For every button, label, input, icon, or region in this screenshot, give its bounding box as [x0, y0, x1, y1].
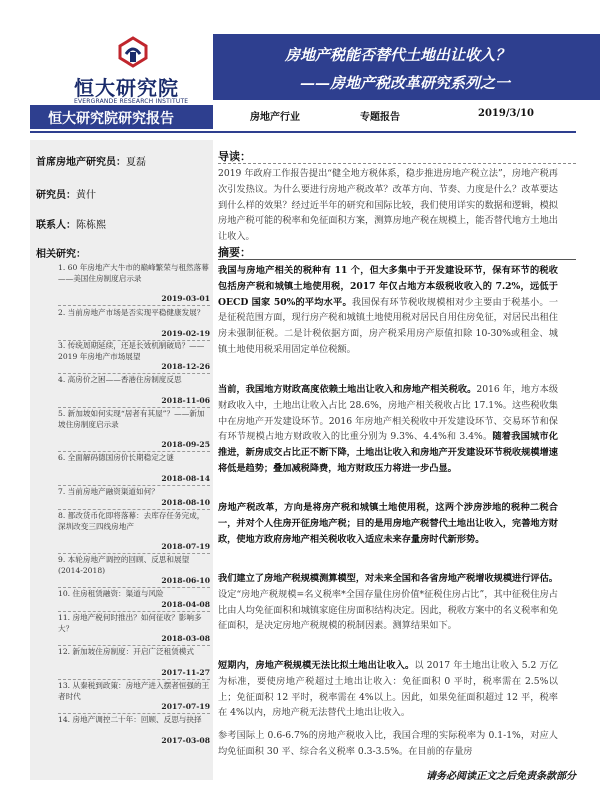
- guide-heading: 导读：: [218, 150, 251, 163]
- related-item[interactable]: 1. 60 年房地产大牛市的巅峰繁荣与租然落幕——美国住房制度启示录: [58, 263, 209, 283]
- brand-name-en: EVERGRANDE RESEARCH INSTITUTE: [74, 98, 189, 105]
- related-item[interactable]: 4. 高房价之困——香港住房制度反思: [58, 375, 182, 384]
- header-divider: [30, 131, 576, 133]
- summary-p2-body: 2016 年，地方本级财政收入中，土地出让收入占比 28.6%，房地产相关税收占比 17.1%。这些税收集中在房地产开发建设环节。2016 年房地产相关税收中开发建设环节、交易环节和保有环节规模占地方财政收入的比重分别为 9.3%、4.4%和 3.4%。: [218, 384, 559, 443]
- related-item-date: 2018-04-08: [161, 600, 210, 609]
- related-item-date: 2018-08-14: [161, 474, 210, 483]
- report-date: 2019/3/10: [478, 108, 535, 119]
- summary-section: [218, 244, 558, 260]
- summary-p4-key: 我们建立了房地产税规模测算模型，对未来全国和各省房地产税增收规模进行评估。: [218, 573, 558, 584]
- summary-paragraph-6: [218, 728, 558, 760]
- chief-researcher: [36, 153, 146, 168]
- related-item-date: 2018-07-19: [161, 542, 210, 551]
- chief-researcher-label: 首席房地产研究员：: [36, 157, 126, 168]
- related-item[interactable]: 12. 新加坡住房制度：开启广泛租赁模式: [58, 647, 194, 656]
- related-item[interactable]: 14. 房地产调控二十年：回顾、反思与抉择: [58, 715, 202, 724]
- summary-p4-body: 设定“房地产税规模=名义税率*全国存量住房价值*征税住房占比”，其中征税住房占比由人均免征面积和城镇家庭住房面积结构决定。因此，税收方案中的名义税率和免征面积，是决定房地产税规模的税制因素。测算结果如下。: [218, 588, 558, 632]
- researcher-name: 黄什: [76, 190, 96, 201]
- guide-text: 2019 年政府工作报告提出“健全地方税体系，稳步推进房地产税立法”，房地产税再次引发热议。为什么要进行房地产税改革？改革方向、节奏、力度是什么？改革要达到什么样的效果？经过近半年的研究和国际比较，我们使用详实的数据和逻辑，模拟房地产税可能的税率和免征面积方案，测算房地产税在规模上，能否替代地方土地出让收入。: [218, 168, 558, 243]
- title-band: [213, 34, 600, 100]
- related-item-date: 2018-06-10: [161, 576, 210, 585]
- evergrande-logo-icon: [116, 36, 150, 70]
- related-item[interactable]: 9. 本轮房地产调控的回顾、反思和展望(2014-2018): [58, 555, 190, 575]
- related-item-date: 2018-08-10: [161, 498, 210, 507]
- related-item[interactable]: 2. 当前房地产市场是否实现平稳健康发展？: [58, 308, 205, 317]
- summary-p1-key: 我国与房地产相关的税种有 11 个，但大多集中于开发建设环节，保有环节的税收包括房产税和城镇土地使用税，2017 年仅占地方本级税收收入的 7.2%，远低于 OECD 国家 50%的平均水平。: [218, 265, 558, 308]
- related-item-date: 2018-09-25: [161, 440, 210, 449]
- industry-label: 房地产行业: [250, 112, 300, 123]
- related-item-date: 2019-03-01: [161, 294, 210, 303]
- summary-paragraph-4: [218, 571, 558, 634]
- summary-paragraph-1: [218, 263, 558, 358]
- summary-paragraph-3: [218, 500, 558, 547]
- summary-paragraph-5: [218, 658, 558, 721]
- related-item[interactable]: 5. 新加坡如何实现“居者有其屋”？——新加坡住房制度启示录: [58, 409, 205, 429]
- guide-section: [218, 148, 558, 164]
- chief-researcher-name: 夏磊: [126, 157, 146, 168]
- related-item-date: 2017-11-27: [161, 668, 210, 677]
- researcher-label: 研究员：: [36, 190, 76, 201]
- related-item[interactable]: 13. 从秦税到政策：房地产进入摆者恒强的王者时代: [58, 681, 210, 701]
- related-item-date: 2018-12-26: [161, 362, 210, 371]
- related-divider: [58, 305, 210, 306]
- disclaimer-note: 请务必阅读正文之后免责条款部分: [426, 771, 576, 782]
- related-item-date: 2019-02-19: [161, 329, 210, 338]
- logo: [68, 36, 198, 110]
- summary-p1-body: 我国保有环节税收规模相对少主要由于税基小。一是征税范围方面，现行房产税和城镇土地使用税对居民自用住房免征，对居民出租住房未强制征税。二是计税依据方面，房产税采用房产原值扣除 10-30%或租金、城镇土地使用税采用固定单位税额。: [218, 296, 559, 355]
- related-item[interactable]: 3. 传统周期延续，还是长效机制破局？——2019 年房地产市场展望: [58, 341, 205, 361]
- related-item-date: 2018-03-08: [161, 634, 210, 643]
- related-item[interactable]: 11. 房地产税何时推出？如何征收？影响多大？: [58, 613, 202, 633]
- brand-name-cn: 恒大研究院: [74, 76, 179, 100]
- contact-person: [36, 216, 106, 231]
- report-subtitle: ——房地产税改革研究系列之一: [299, 74, 510, 92]
- summary-p6-body: 参考国际上 0.6-6.7%的房地产税收入比，我国合理的实际税率为 0.1-1%，对应人均免征面积 30 平、综合名义税率 0.3-3.5%。在目前的存量房: [218, 730, 558, 757]
- contact-name: 陈栋熙: [76, 220, 106, 231]
- summary-p2-key-2: 随着我国城市化推进，新房成交占比正不断下降，土地出让收入和房地产开发建设环节税收规模增速将低是趋势；叠加减税降费，地方财政压力将进一步凸显。: [218, 431, 558, 474]
- institute-report-banner: 恒大研究院研究报告: [30, 105, 213, 129]
- related-research-title: 相关研究：: [36, 249, 86, 260]
- related-item-date: 2017-03-08: [161, 736, 210, 745]
- report-title: 房地产税能否替代土地出让收入？: [284, 46, 510, 64]
- related-item[interactable]: 7. 当前房地产融资渠道如何？: [58, 487, 159, 496]
- related-item[interactable]: 6. 全面解码德国房价长期稳定之谜: [58, 453, 174, 462]
- summary-divider: [218, 259, 576, 260]
- summary-p3-key: 房地产税改革，方向是将房产税和城镇土地使用税，这两个涉房涉地的税种二税合一，并对个人住房开征房地产税；目的是用房地产税替代土地出让收入，完善地方财政，使地方政府房地产相关税收收入适应未来存量房时代新形势。: [218, 502, 558, 545]
- researcher: [36, 186, 96, 201]
- related-item[interactable]: 8. 都改货币化即将落幕：去库存任务完成，深圳改变三四线房地产: [58, 511, 205, 531]
- related-item[interactable]: 10. 住房租赁融资：渠道与风险: [58, 589, 164, 598]
- related-item-date: 2018-11-06: [161, 396, 210, 405]
- summary-heading: 摘要：: [218, 246, 251, 259]
- guide-divider: [218, 163, 576, 164]
- summary-p2-key: 当前，我国地方财政高度依赖土地出让收入和房地产相关税收。: [218, 384, 477, 395]
- related-item-date: 2017-07-19: [161, 702, 210, 711]
- contact-label: 联系人：: [36, 220, 76, 231]
- summary-p5-body: 以 2017 年土地出让收入 5.2 万亿为标准，要使房地产税超过土地出让收入：免征面积 0 平时，税率需在 2.5%以上；免征面积 12 平时，税率需在 4%以上。因此，如果免征面积超过 12 平，税率在 4%以内，房地产税无法替代土地出让收入。: [218, 660, 558, 719]
- report-type-label: 专题报告: [360, 112, 400, 123]
- summary-paragraph-2: [218, 382, 558, 477]
- summary-p5-key: 短期内，房地产税规模无法比拟土地出让收入。: [218, 660, 415, 671]
